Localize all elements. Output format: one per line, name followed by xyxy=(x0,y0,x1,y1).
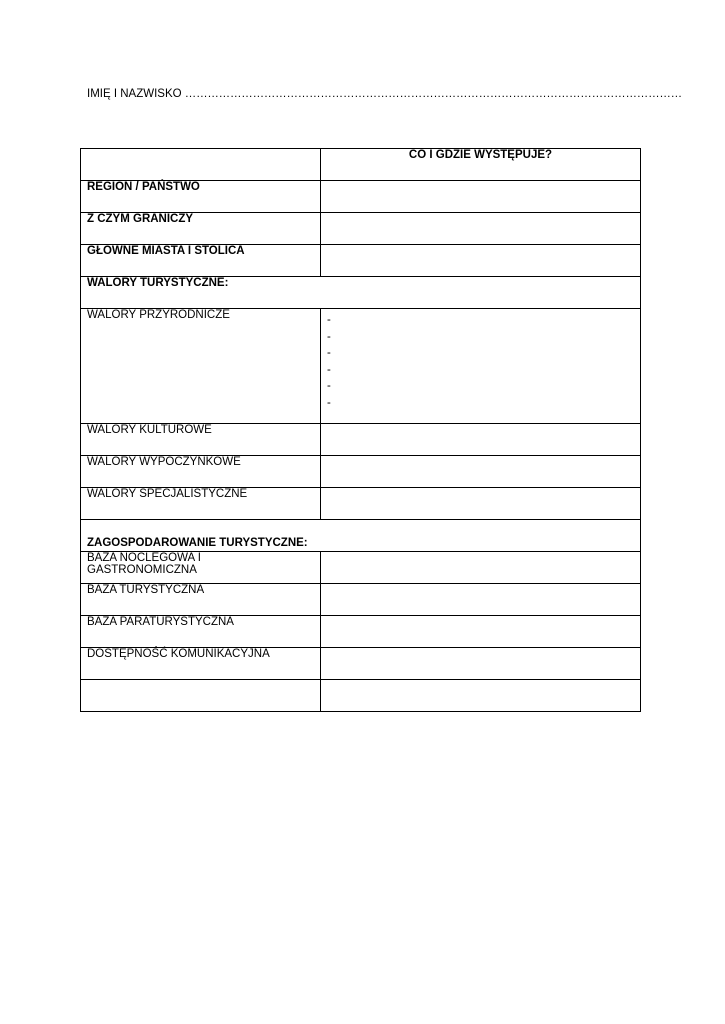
row-label-tourist-base: BAZA TURYSTYCZNA xyxy=(81,584,321,616)
empty-label-cell[interactable] xyxy=(81,680,321,712)
table-row xyxy=(81,181,641,213)
name-dotted-line[interactable]: …………………………………………………………………………………………………………………… xyxy=(184,88,682,100)
row-label-accessibility: DOSTĘPNOŚĆ KOMUNIKACYJNA xyxy=(81,648,321,680)
row-label-region: REGION / PAŃSTWO xyxy=(81,181,321,213)
table-row xyxy=(81,456,641,488)
table-section-row xyxy=(81,520,641,552)
name-field-line xyxy=(87,88,682,100)
name-label: IMIĘ I NAZWISKO xyxy=(87,88,182,100)
row-label-borders: Z CZYM GRANICZY xyxy=(81,213,321,245)
table-row xyxy=(81,488,641,520)
answer-cell-cultural[interactable] xyxy=(321,424,641,456)
answer-cell-leisure[interactable] xyxy=(321,456,641,488)
answer-cell-borders[interactable] xyxy=(321,213,641,245)
answer-cell-accessibility[interactable] xyxy=(321,648,641,680)
answer-cell-accommodation[interactable] xyxy=(321,552,641,584)
dash-item: - xyxy=(327,396,331,409)
row-label-cultural: WALORY KULTUROWE xyxy=(81,424,321,456)
tourism-worksheet-table xyxy=(80,148,641,712)
header-empty-cell xyxy=(81,149,321,181)
row-label-leisure: WALORY WYPOCZYNKOWE xyxy=(81,456,321,488)
row-label-cities: GŁOWNE MIASTA I STOLICA xyxy=(81,245,321,277)
row-label-natural: WALORY PRZYRODNICZE xyxy=(81,309,321,424)
table-row xyxy=(81,584,641,616)
answer-cell-tourist-base[interactable] xyxy=(321,584,641,616)
answer-cell-cities[interactable] xyxy=(321,245,641,277)
table-row xyxy=(81,245,641,277)
table-row xyxy=(81,648,641,680)
table-row xyxy=(81,680,641,712)
table-row xyxy=(81,309,641,424)
section-label-development: ZAGOSPODAROWANIE TURYSTYCZNE: xyxy=(81,520,641,552)
table-row xyxy=(81,424,641,456)
table-row xyxy=(81,616,641,648)
table-header-row xyxy=(81,149,641,181)
answer-cell-region[interactable] xyxy=(321,181,641,213)
dash-item: - xyxy=(327,330,331,343)
answer-cell-paratourist-base[interactable] xyxy=(321,616,641,648)
row-label-paratourist-base: BAZA PARATURYSTYCZNA xyxy=(81,616,321,648)
row-label-specialist: WALORY SPECJALISTYCZNE xyxy=(81,488,321,520)
answer-cell-specialist[interactable] xyxy=(321,488,641,520)
dash-item: - xyxy=(327,314,331,326)
dash-item: - xyxy=(327,380,331,392)
answer-cell-natural[interactable] xyxy=(321,309,641,424)
dash-item: - xyxy=(327,347,331,359)
dash-list xyxy=(327,309,634,411)
column-header: CO I GDZIE WYSTĘPUJE? xyxy=(321,149,641,181)
section-label-attractions: WALORY TURYSTYCZNE: xyxy=(81,277,641,309)
empty-answer-cell[interactable] xyxy=(321,680,641,712)
table-row xyxy=(81,552,641,584)
table-section-row xyxy=(81,277,641,309)
dash-item: - xyxy=(327,363,331,376)
row-label-accommodation: BAZA NOCLEGOWA I GASTRONOMICZNA xyxy=(81,552,321,584)
table-row xyxy=(81,213,641,245)
